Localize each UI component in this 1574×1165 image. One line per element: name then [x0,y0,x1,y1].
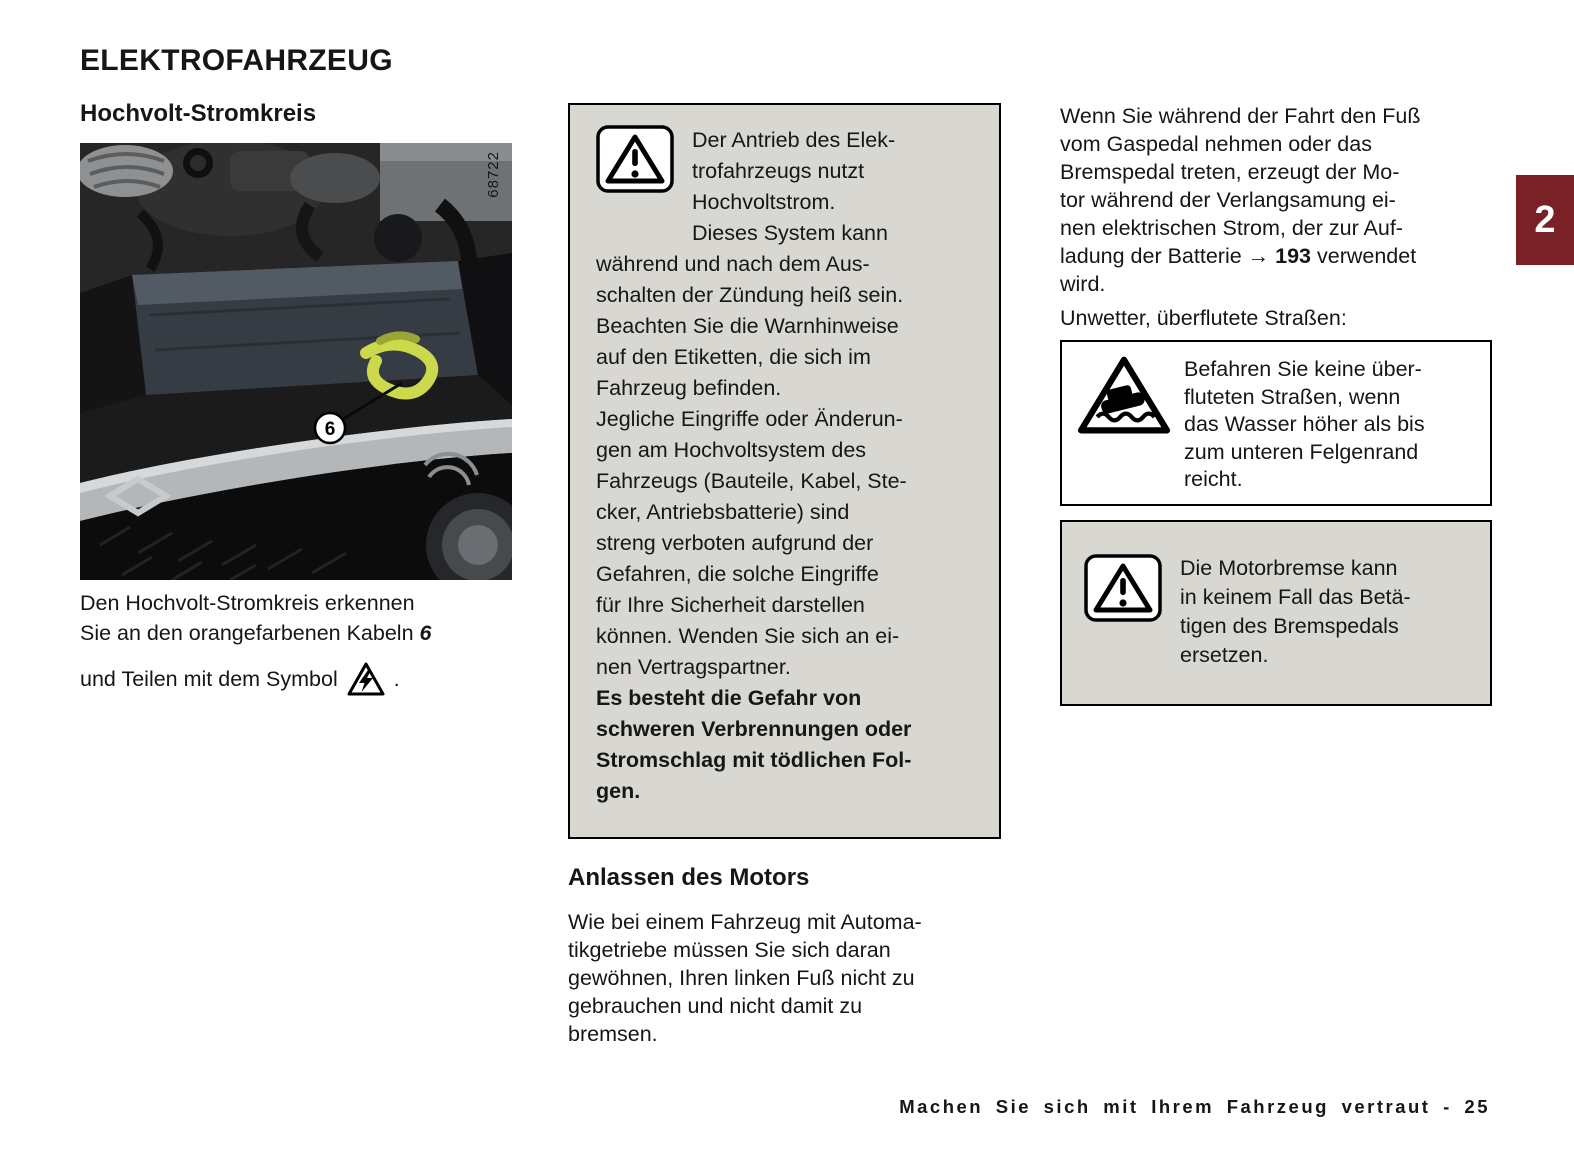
warning-text-line: auf den Etiketten, die sich im [596,345,871,369]
section-heading-hochvolt-stromkreis: Hochvolt-Stromkreis [80,100,317,127]
photo-caption [80,588,550,648]
text-line: gebrauchen und nicht damit zu [568,994,863,1018]
warning-text-line: können. Wenden Sie sich an ei- [596,624,900,648]
text-line: wird. [1060,272,1106,296]
warning-text-line: trofahrzeugs nutzt [692,159,865,183]
warning-text-line: Beachten Sie die Warnhinweise [596,314,899,338]
photo-caption-symbol-line [80,656,550,702]
engine-start-paragraph [568,908,922,1048]
engine-brake-warning-box [1060,520,1492,706]
text-line: tor während der Verlangsamung ei- [1060,188,1396,212]
warning-text-line: Gefahren, die solche Eingriffe [596,562,879,586]
caption-text: Sie an den orangefarbenen Kabeln [80,621,414,645]
warning-text-line-bold: gen. [596,779,641,803]
storm-flooded-roads-heading: Unwetter, überflutete Straßen: [1060,306,1347,330]
text-line: vom Gaspedal nehmen oder das [1060,132,1372,156]
text-line: das Wasser höher als bis [1184,412,1425,436]
callout-number: 6 [324,419,336,440]
callout-ref-6: 6 [419,621,432,645]
flooded-roads-warning-box [1060,340,1492,506]
text-line: gewöhnen, Ihren linken Fuß nicht zu [568,966,915,990]
text-line: ersetzen. [1180,643,1269,667]
caption-text: und Teilen mit dem Symbol [80,666,338,691]
warning-text-line: Jegliche Eingriffe oder Änderun- [596,407,903,431]
text-line [1060,242,1421,270]
flooded-road-icon [1076,354,1172,438]
warning-text-line: gen am Hochvoltsystem des [596,438,867,462]
caption-text: . [393,666,400,691]
page-footer: Machen Sie sich mit Ihrem Fahrzeug vertraut - 25 [899,1096,1490,1117]
text-line: nen elektrischen Strom, der zur Auf- [1060,216,1403,240]
warning-text-line: cker, Antriebsbatterie) sind [596,500,850,524]
text-segment: ladung der Batterie [1060,244,1248,268]
engine-bay-illustration [80,143,512,580]
photo-reference-number: 68722 [485,151,502,198]
page-cross-reference-193[interactable]: → 193 [1247,244,1312,268]
text-line: reicht. [1184,467,1243,491]
warning-text-line: Dieses System kann [692,221,888,245]
caption-line: Den Hochvolt-Stromkreis erkennen [80,591,415,615]
warning-text-line: schalten der Zündung heiß sein. [596,283,904,307]
text-line: tigen des Bremspedals [1180,614,1399,638]
engine-bay-photo [80,143,512,580]
text-line: bremsen. [568,1022,658,1046]
warning-text-line: während und nach dem Aus- [596,252,870,276]
warning-text-line: nen Vertragspartner. [596,655,791,679]
warning-triangle-icon [1084,554,1162,622]
text-segment: verwendet [1311,244,1417,268]
text-line: in keinem Fall das Betä- [1180,585,1411,609]
warning-text-line-bold: Es besteht die Gefahr von [596,686,862,710]
text-line: zum unteren Felgenrand [1184,439,1419,464]
warning-text-line: Der Antrieb des Elek- [692,128,896,152]
text-line: fluteten Straßen, wenn [1184,384,1401,409]
warning-text-line: für Ihre Sicherheit darstellen [596,593,865,617]
brake-box-text [1180,554,1411,670]
warning-text-line: Fahrzeug befinden. [596,376,782,400]
chapter-tab-2[interactable]: 2 [1516,175,1574,265]
warning-triangle-icon [596,125,692,247]
high-voltage-icon [346,661,386,697]
text-line: Befahren Sie keine über- [1184,357,1422,381]
text-line: Bremspedal treten, erzeugt der Mo- [1060,160,1400,184]
regeneration-paragraph [1060,102,1421,298]
flood-box-text [1184,356,1425,494]
text-line: Die Motorbremse kann [1180,556,1398,580]
text-line: Wenn Sie während der Fahrt den Fuß [1060,104,1421,128]
text-line: Wie bei einem Fahrzeug mit Automa- [568,910,922,934]
warning-text-line: streng verboten aufgrund der [596,531,874,555]
section-heading-anlassen-des-motors: Anlassen des Motors [568,864,810,891]
warning-text-line: Hochvoltstrom. [692,190,836,214]
warning-text-line: Fahrzeugs (Bauteile, Kabel, Ste- [596,469,907,493]
caption-line [80,618,550,648]
page-title: ELEKTROFAHRZEUG [80,44,393,77]
warning-text-line-bold: Stromschlag mit tödlichen Fol- [596,748,912,772]
warning-text-line-bold: schweren Verbrennungen oder [596,717,912,741]
text-line: tikgetriebe müssen Sie sich daran [568,938,891,962]
high-voltage-warning-box [568,103,1001,839]
